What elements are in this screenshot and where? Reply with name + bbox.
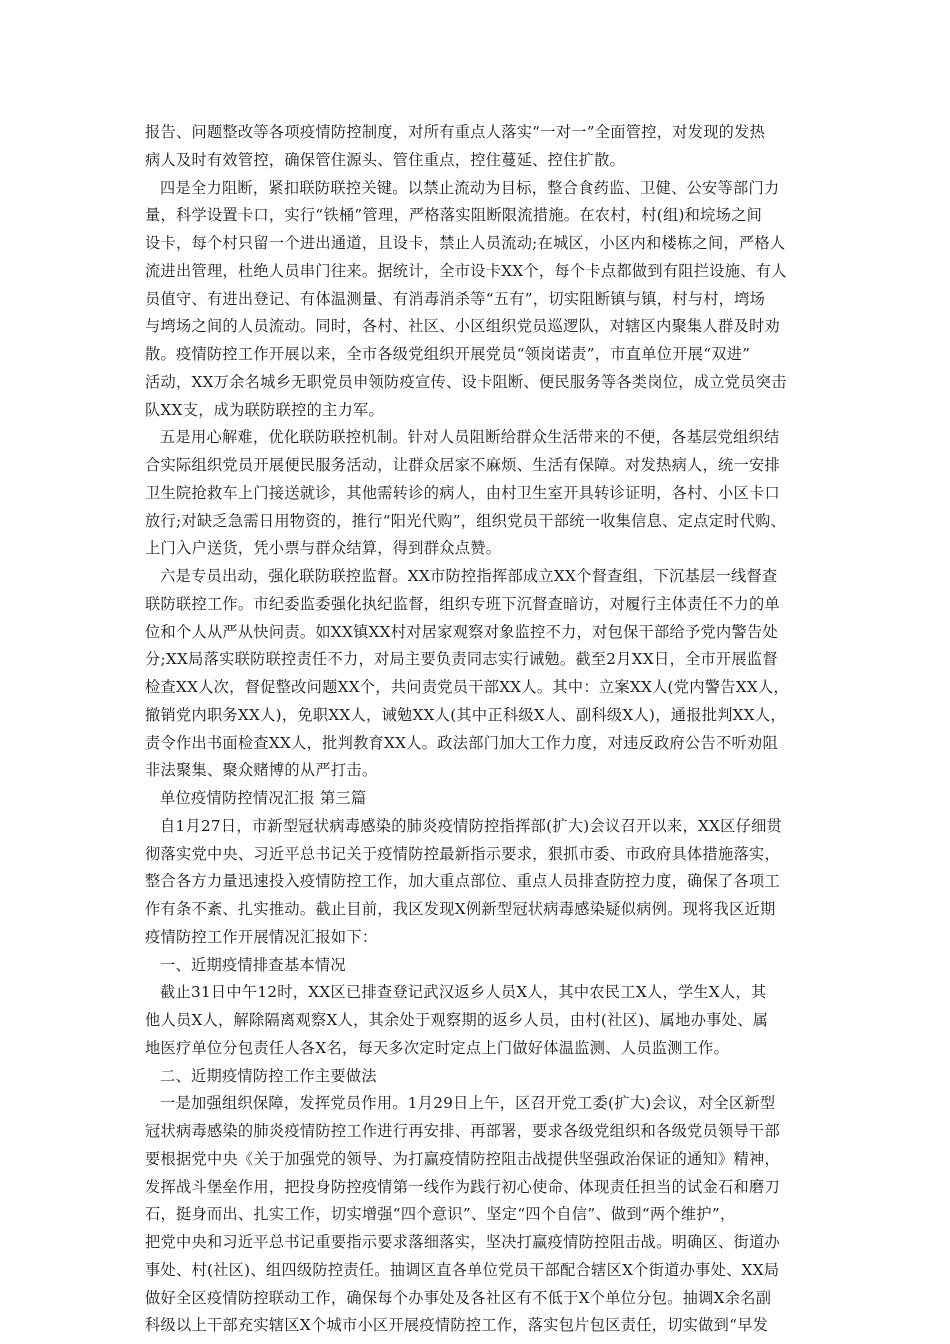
text-line: 与塆场之间的人员流动。同时，各村、社区、小区组织党员巡逻队，对辖区内聚集人群及时劝: [145, 317, 780, 336]
text-line: 放行;对缺乏急需日用物资的，推行“阳光代购”，组织党员干部统一收集信息、定点定时代购、: [145, 511, 787, 530]
text-line: 分;XX局落实联防联控责任不力，对局主要负责同志实行诫勉。截至2月XX日，全市开展监督: [145, 650, 778, 669]
text-line: 疫情防控工作开展情况汇报如下：: [145, 927, 378, 946]
text-line: 责令作出书面检查XX人，批判教育XX人。政法部门加大工作力度，对违反政府公告不听劝阻: [145, 733, 778, 752]
text-line: 流进出管理，杜绝人员串门往来。据统计，全市设卡XX个，每个卡点都做到有阻拦设施、有人: [145, 261, 787, 280]
text-line: 做好全区疫情防控联动工作，确保每个办事处及各社区有不低于X个单位分包。抽调X余名副: [145, 1288, 772, 1307]
paragraph-first-line: 六是专员出动，强化联防联控监督。XX市防控指挥部成立XX个督查组，下沉基层一线督查: [160, 567, 778, 585]
text-line: 队XX支，成为联防联控的主力军。: [145, 400, 385, 419]
text-line: 事处、村(社区)、组四级防控责任。抽调区直各单位党员干部配合辖区X个街道办事处、XX局: [145, 1260, 780, 1279]
text-line: 量，科学设置卡口，实行“铁桶”管理，严格落实阻断限流措施。在农村，村(组)和垸场之间: [145, 206, 763, 225]
paragraph-first-line: 一、近期疫情排查基本情况: [160, 955, 346, 974]
text-line: 地医疗单位分包责任人各X名，每天多次定时定点上门做好体温监测、人员监测工作。: [145, 1038, 730, 1057]
text-line: 非法聚集、聚众赌博的从严打击。: [145, 761, 378, 780]
paragraph-first-line: 二、近期疫情防控工作主要做法: [160, 1066, 377, 1085]
text-line: 散。疫情防控工作开展以来，全市各级党组织开展党员“领岗诺责”，市直单位开展“双进”: [145, 345, 751, 363]
text-line: 卫生院抢救车上门接送就诊，其他需转诊的病人，由村卫生室开具转诊证明，各村、小区卡口: [145, 483, 780, 502]
text-line: 病人及时有效管控，确保管住源头、管住重点，控住蔓延、控住扩散。: [145, 150, 626, 169]
text-line: 要根据党中央《关于加强党的领导、为打赢疫情防控阻击战提供坚强政治保证的通知》精神，: [145, 1149, 780, 1168]
text-line: 检查XX人次，督促整改问题XX个，共问责党员干部XX人。其中：立案XX人(党内警告XX人，: [145, 678, 789, 696]
paragraph-first-line: 自1月27日，市新型冠状病毒感染的肺炎疫情防控指挥部(扩大)会议召开以来，XX区仔细贯: [160, 816, 783, 835]
text-line: 员值守、有进出登记、有体温测量、有消毒消杀等“五有”，切实阻断镇与镇，村与村，塆场: [145, 289, 766, 308]
text-line: 报告、问题整改等各项疫情防控制度，对所有重点人落实“一对一”全面管控，对发现的发热: [145, 123, 766, 141]
text-line: 合实际组织党员开展便民服务活动，让群众居家不麻烦、生活有保障。对发热病人，统一安排: [145, 456, 780, 474]
text-line: 他人员X人，解除隔离观察X人，其余处于观察期的返乡人员，由村(社区)、属地办事处、属: [145, 1011, 769, 1029]
text-line: 冠状病毒感染的肺炎疫情防控工作进行再安排、再部署，要求各级党组织和各级党员领导干部: [145, 1122, 780, 1140]
text-line: 整合各方力量迅速投入疫情防控工作，加大重点部位、重点人员排查防控力度，确保了各项工: [145, 872, 780, 891]
text-line: 作有条不紊、扎实推动。截止目前，我区发现X例新型冠状病毒感染疑似病例。现将我区近期: [145, 900, 776, 918]
paragraph-first-line: 五是用心解难，优化联防联控机制。针对人员阻断给群众生活带来的不便，各基层党组织结: [160, 428, 780, 447]
text-line: 发挥战斗堡垒作用，把投身防控疫情第一线作为践行初心使命、体现责任担当的试金石和磨刀: [145, 1177, 780, 1196]
paragraph-first-line: 截止31日中午12时，XX区已排查登记武汉返乡人员X人，其中农民工X人，学生X人，其: [160, 983, 767, 1002]
paragraph-first-line: 单位疫情防控情况汇报 第三篇: [160, 789, 367, 807]
text-line: 活动，XX万余名城乡无职党员申领防疫宣传、设卡阻断、便民服务等各类岗位，成立党员突击: [145, 372, 787, 391]
text-line: 石，挺身而出、扎实工作，切实增强“四个意识”、坚定“四个自信”、做到“两个维护”，: [145, 1205, 736, 1224]
paragraph-first-line: 一是加强组织保障，发挥党员作用。1月29日上午，区召开党工委(扩大)会议，对全区新型: [160, 1094, 776, 1113]
text-line: 把党中央和习近平总书记重要指示要求落细落实，坚决打赢疫情防控阻击战。明确区、街道办: [145, 1233, 780, 1251]
paragraph-first-line: 四是全力阻断，紧扣联防联控关键。以禁止流动为目标，整合食药监、卫健、公安等部门力: [160, 178, 780, 197]
text-line: 位和个人从严从快问责。如XX镇XX村对居家观察对象监控不力，对包保干部给予党内警告处: [145, 622, 778, 641]
text-line: 撤销党内职务XX人)，免职XX人，诫勉XX人(其中正科级X人、副科级X人)，通报批判XX人，: [145, 705, 786, 724]
text-line: 彻落实党中央、习近平总书记关于疫情防控最新指示要求，狠抓市委、市政府具体措施落实，: [145, 844, 780, 863]
text-line: 联防联控工作。市纪委监委强化执纪监督，组织专班下沉督查暗访，对履行主体责任不力的单: [145, 594, 780, 613]
text-line: 设卡，每个村只留一个进出通道，且设卡，禁止人员流动;在城区，小区内和楼栋之间，严格人: [145, 234, 786, 252]
document-body: [145, 119, 815, 1340]
text-line: 科级以上干部充实辖区X个城市小区开展疫情防控工作，落实包片包区责任，切实做到“早发: [145, 1316, 769, 1335]
text-line: 上门入户送货，凭小票与群众结算，得到群众点赞。: [145, 539, 502, 558]
